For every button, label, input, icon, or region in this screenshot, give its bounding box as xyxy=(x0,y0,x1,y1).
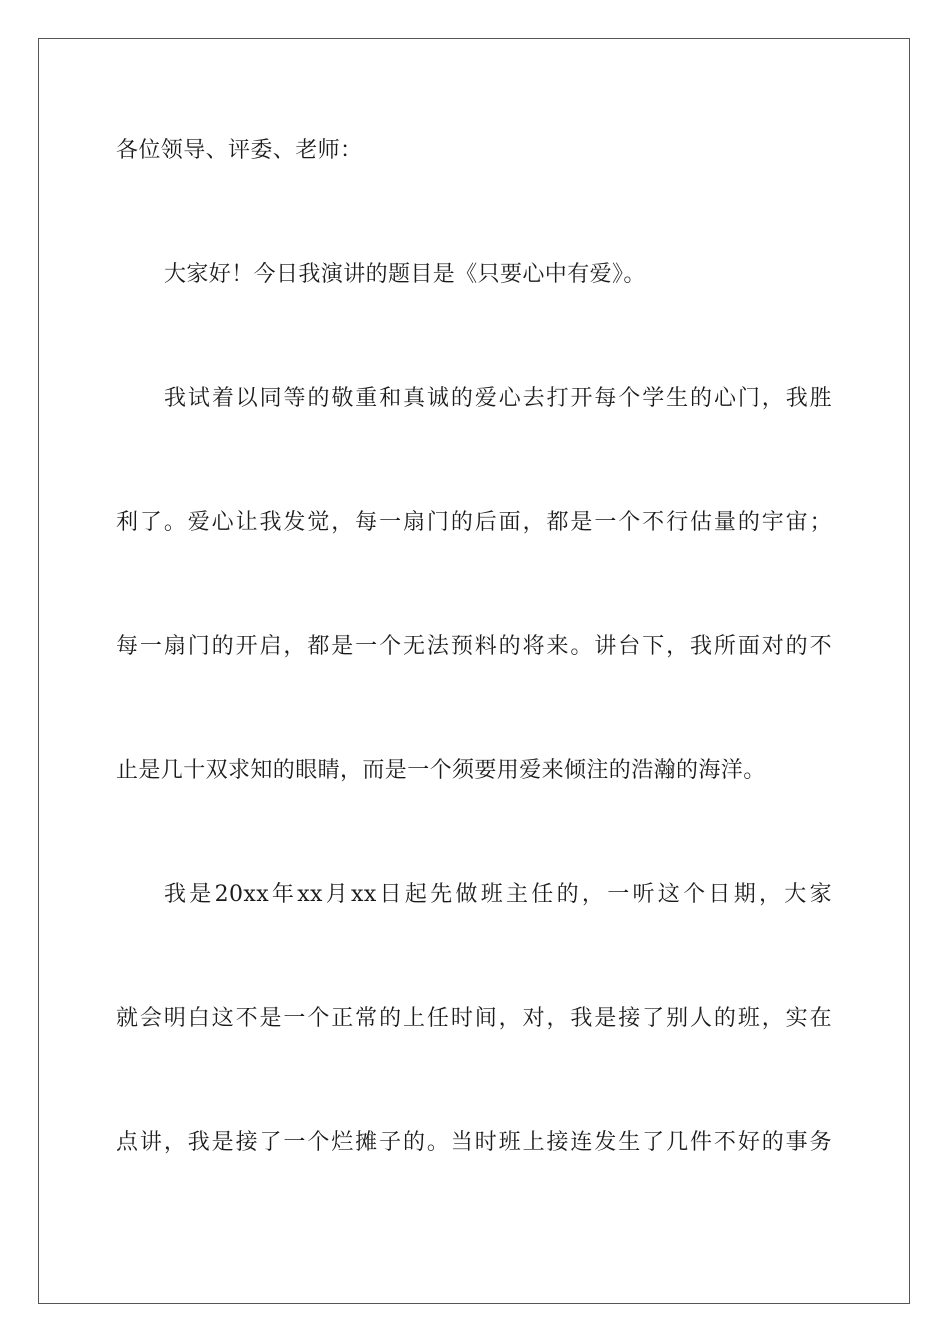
salutation-line: 各位领导、评委、老师： xyxy=(116,138,363,163)
paragraph-2-line-2: 就会明白这不是一个正常的上任时间，对，我是接了别人的班，实在 xyxy=(116,1006,832,1031)
paragraph-1-line-3: 每一扇门的开启，都是一个无法预料的将来。讲台下，我所面对的不 xyxy=(116,634,832,659)
greeting-line: 大家好！今日我演讲的题目是《只要心中有爱》。 xyxy=(164,262,646,287)
paragraph-2-line-3: 点讲，我是接了一个烂摊子的。当时班上接连发生了几件不好的事务 xyxy=(116,1130,832,1155)
paragraph-1-line-1: 我试着以同等的敬重和真诚的爱心去打开每个学生的心门，我胜 xyxy=(164,386,832,411)
page-border xyxy=(38,38,910,1304)
paragraph-1-line-2: 利了。爱心让我发觉，每一扇门的后面，都是一个不行估量的宇宙； xyxy=(116,510,832,535)
paragraph-1-line-4: 止是几十双求知的眼睛，而是一个须要用爱来倾注的浩瀚的海洋。 xyxy=(116,758,766,783)
paragraph-2-line-1: 我是20xx年xx月xx日起先做班主任的，一听这个日期，大家 xyxy=(164,882,832,907)
